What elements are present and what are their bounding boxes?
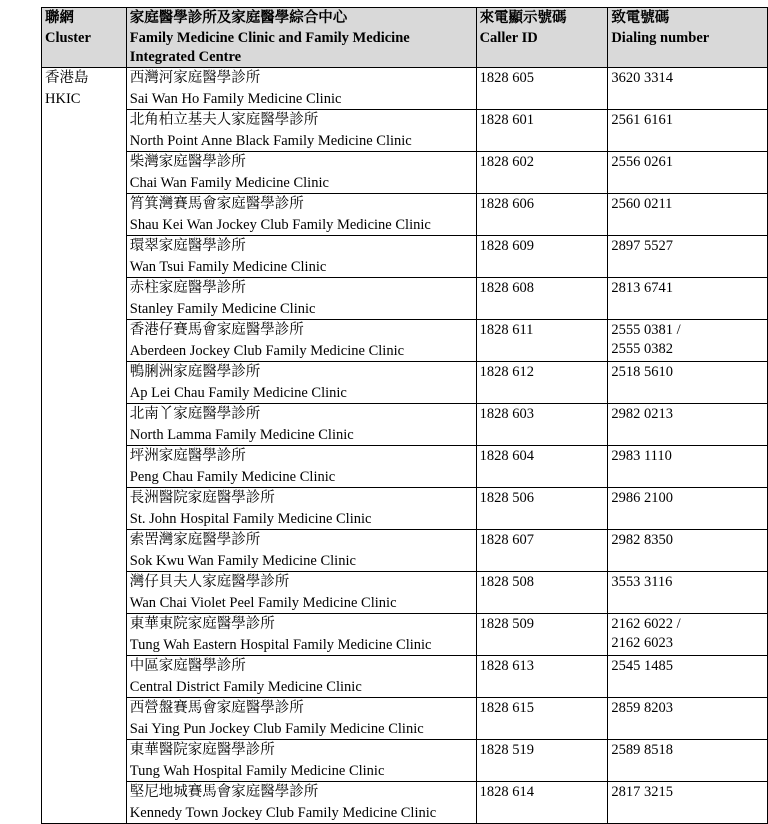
caller-id-cell — [476, 68, 608, 110]
table-body — [42, 68, 768, 824]
clinic-name-zh: 北南丫家庭醫學診所 — [129, 406, 261, 422]
clinic-name-cell — [126, 614, 476, 656]
caller-id: 1828 506 — [479, 490, 534, 506]
table-row — [42, 698, 768, 740]
caller-id-cell — [476, 152, 608, 194]
header-caller-en: Caller ID — [479, 30, 538, 46]
dialing-number: 2859 8203 — [611, 700, 673, 716]
header-caller-zh: 來電顯示號碼 — [479, 10, 567, 26]
table-row — [42, 782, 768, 824]
table-row — [42, 740, 768, 782]
caller-id-cell — [476, 782, 608, 824]
dialing-number: 2162 6023 — [611, 635, 673, 651]
caller-id-cell — [476, 194, 608, 236]
clinic-name-cell — [126, 404, 476, 446]
clinic-name-zh: 索罟灣家庭醫學診所 — [129, 532, 261, 548]
dialing-number-cell — [608, 446, 768, 488]
dialing-number: 3620 3314 — [611, 70, 673, 86]
clinic-name-cell — [126, 656, 476, 698]
caller-id: 1828 611 — [479, 322, 534, 338]
clinic-name-en: Sok Kwu Wan Family Medicine Clinic — [129, 553, 356, 569]
dialing-number: 2982 8350 — [611, 532, 673, 548]
dialing-number-cell — [608, 68, 768, 110]
table-row — [42, 530, 768, 572]
caller-id-cell — [476, 488, 608, 530]
caller-id: 1828 509 — [479, 616, 534, 632]
table-row — [42, 572, 768, 614]
caller-id: 1828 508 — [479, 574, 534, 590]
clinic-name-zh: 香港仔賽馬會家庭醫學診所 — [129, 322, 304, 338]
table-row — [42, 656, 768, 698]
clinic-name-en: St. John Hospital Family Medicine Clinic — [129, 511, 372, 527]
caller-id-cell — [476, 740, 608, 782]
table-row — [42, 236, 768, 278]
caller-id: 1828 604 — [479, 448, 534, 464]
clinic-name-zh: 西灣河家庭醫學診所 — [129, 70, 261, 86]
dialing-number-cell — [608, 278, 768, 320]
dialing-number: 2556 0261 — [611, 154, 673, 170]
header-clinic-en: Family Medicine Clinic and Family Medicine Integrated Centre — [129, 30, 410, 65]
dialing-number-cell — [608, 320, 768, 362]
clinic-name-en: Wan Chai Violet Peel Family Medicine Clinic — [129, 595, 397, 611]
header-clinic-zh: 家庭醫學診所及家庭醫學綜合中心 — [129, 10, 348, 26]
dialing-number: 2555 0382 — [611, 341, 673, 357]
clinic-name-en: Chai Wan Family Medicine Clinic — [129, 175, 329, 191]
clinic-name-en: Tung Wah Eastern Hospital Family Medicine Clinic — [129, 637, 432, 653]
clinic-name-zh: 柴灣家庭醫學診所 — [129, 154, 246, 170]
clinic-name-en: Aberdeen Jockey Club Family Medicine Clinic — [129, 343, 405, 359]
clinic-name-cell — [126, 278, 476, 320]
dialing-number: 2982 0213 — [611, 406, 673, 422]
caller-id: 1828 519 — [479, 742, 534, 758]
dialing-number: 2162 6022 / — [611, 616, 681, 632]
clinic-name-cell — [126, 110, 476, 152]
clinic-name-cell — [126, 782, 476, 824]
dialing-number-cell — [608, 530, 768, 572]
clinic-name-cell — [126, 572, 476, 614]
clinic-name-zh: 鴨脷洲家庭醫學診所 — [129, 364, 261, 380]
clinic-name-zh: 東華東院家庭醫學診所 — [129, 616, 275, 632]
caller-id: 1828 615 — [479, 700, 534, 716]
dialing-number: 2518 5610 — [611, 364, 673, 380]
header-row — [42, 8, 768, 68]
caller-id-cell — [476, 698, 608, 740]
dialing-number: 2813 6741 — [611, 280, 673, 296]
caller-id: 1828 608 — [479, 280, 534, 296]
clinic-name-cell — [126, 530, 476, 572]
caller-id-cell — [476, 362, 608, 404]
clinic-name-en: Kennedy Town Jockey Club Family Medicine Clinic — [129, 805, 437, 821]
clinic-name-en: Stanley Family Medicine Clinic — [129, 301, 316, 317]
clinic-name-en: Wan Tsui Family Medicine Clinic — [129, 259, 327, 275]
cluster-en: HKIC — [45, 91, 81, 107]
header-caller-id — [476, 8, 608, 68]
header-dial-zh: 致電號碼 — [611, 10, 670, 26]
dialing-number-cell — [608, 404, 768, 446]
clinic-name-en: North Lamma Family Medicine Clinic — [129, 427, 354, 443]
clinic-name-en: Tung Wah Hospital Family Medicine Clinic — [129, 763, 385, 779]
clinic-name-zh: 環翠家庭醫學診所 — [129, 238, 246, 254]
caller-id: 1828 614 — [479, 784, 534, 800]
table-row — [42, 614, 768, 656]
table-row — [42, 404, 768, 446]
clinic-name-zh: 筲箕灣賽馬會家庭醫學診所 — [129, 196, 304, 212]
dialing-number: 2589 8518 — [611, 742, 673, 758]
header-cluster — [42, 8, 127, 68]
table-row — [42, 194, 768, 236]
clinic-name-en: Sai Ying Pun Jockey Club Family Medicine Clinic — [129, 721, 424, 737]
caller-id-cell — [476, 530, 608, 572]
clinic-name-cell — [126, 698, 476, 740]
dialing-number-cell — [608, 110, 768, 152]
clinic-name-cell — [126, 320, 476, 362]
dialing-number: 2986 2100 — [611, 490, 673, 506]
caller-id: 1828 613 — [479, 658, 534, 674]
dialing-number: 2545 1485 — [611, 658, 673, 674]
dialing-number-cell — [608, 656, 768, 698]
clinic-name-zh: 北角柏立基夫人家庭醫學診所 — [129, 112, 319, 128]
table-row — [42, 68, 768, 110]
caller-id-cell — [476, 404, 608, 446]
caller-id-cell — [476, 320, 608, 362]
clinic-name-zh: 灣仔貝夫人家庭醫學診所 — [129, 574, 290, 590]
dialing-number-cell — [608, 236, 768, 278]
clinic-name-cell — [126, 68, 476, 110]
dialing-number-cell — [608, 740, 768, 782]
caller-id-cell — [476, 572, 608, 614]
dialing-number: 3553 3116 — [611, 574, 673, 590]
caller-id: 1828 603 — [479, 406, 534, 422]
caller-id-cell — [476, 614, 608, 656]
dialing-number: 2897 5527 — [611, 238, 673, 254]
header-cluster-zh: 聯網 — [45, 10, 74, 26]
dialing-number: 2817 3215 — [611, 784, 673, 800]
table-row — [42, 320, 768, 362]
cluster-cell — [42, 68, 127, 824]
table-row — [42, 152, 768, 194]
caller-id-cell — [476, 236, 608, 278]
clinic-name-cell — [126, 194, 476, 236]
dialing-number: 2561 6161 — [611, 112, 673, 128]
clinic-name-en: Central District Family Medicine Clinic — [129, 679, 362, 695]
caller-id: 1828 605 — [479, 70, 534, 86]
dialing-number-cell — [608, 362, 768, 404]
clinic-name-cell — [126, 740, 476, 782]
caller-id: 1828 607 — [479, 532, 534, 548]
dialing-number-cell — [608, 698, 768, 740]
clinic-name-zh: 堅尼地城賽馬會家庭醫學診所 — [129, 784, 319, 800]
caller-id: 1828 609 — [479, 238, 534, 254]
clinic-name-zh: 長洲醫院家庭醫學診所 — [129, 490, 275, 506]
table-row — [42, 446, 768, 488]
clinic-name-zh: 赤柱家庭醫學診所 — [129, 280, 246, 296]
caller-id: 1828 606 — [479, 196, 534, 212]
table-row — [42, 362, 768, 404]
clinic-name-en: Peng Chau Family Medicine Clinic — [129, 469, 336, 485]
clinic-name-cell — [126, 446, 476, 488]
clinic-name-en: North Point Anne Black Family Medicine Clinic — [129, 133, 412, 149]
clinic-name-en: Sai Wan Ho Family Medicine Clinic — [129, 91, 342, 107]
dialing-number-cell — [608, 614, 768, 656]
clinic-name-en: Shau Kei Wan Jockey Club Family Medicine Clinic — [129, 217, 431, 233]
clinic-name-zh: 中區家庭醫學診所 — [129, 658, 246, 674]
dialing-number-cell — [608, 152, 768, 194]
dialing-number: 2983 1110 — [611, 448, 672, 464]
dialing-number-cell — [608, 194, 768, 236]
caller-id: 1828 601 — [479, 112, 534, 128]
clinic-name-cell — [126, 152, 476, 194]
clinic-name-cell — [126, 236, 476, 278]
header-dialing-number — [608, 8, 768, 68]
clinic-name-cell — [126, 362, 476, 404]
clinic-name-zh: 西營盤賽馬會家庭醫學診所 — [129, 700, 304, 716]
caller-id-cell — [476, 446, 608, 488]
header-dial-en: Dialing number — [611, 30, 710, 46]
caller-id-cell — [476, 110, 608, 152]
dialing-number-cell — [608, 488, 768, 530]
table-row — [42, 110, 768, 152]
dialing-number: 2555 0381 / — [611, 322, 681, 338]
header-clinic — [126, 8, 476, 68]
dialing-number-cell — [608, 572, 768, 614]
clinic-table — [41, 7, 768, 824]
clinic-name-zh: 坪洲家庭醫學診所 — [129, 448, 246, 464]
caller-id: 1828 612 — [479, 364, 534, 380]
dialing-number: 2560 0211 — [611, 196, 673, 212]
dialing-number-cell — [608, 782, 768, 824]
clinic-name-zh: 東華醫院家庭醫學診所 — [129, 742, 275, 758]
caller-id-cell — [476, 278, 608, 320]
cluster-zh: 香港島 — [45, 70, 89, 86]
clinic-name-en: Ap Lei Chau Family Medicine Clinic — [129, 385, 347, 401]
table-row — [42, 278, 768, 320]
caller-id: 1828 602 — [479, 154, 534, 170]
caller-id-cell — [476, 656, 608, 698]
header-cluster-en: Cluster — [45, 30, 91, 46]
clinic-name-cell — [126, 488, 476, 530]
table-row — [42, 488, 768, 530]
